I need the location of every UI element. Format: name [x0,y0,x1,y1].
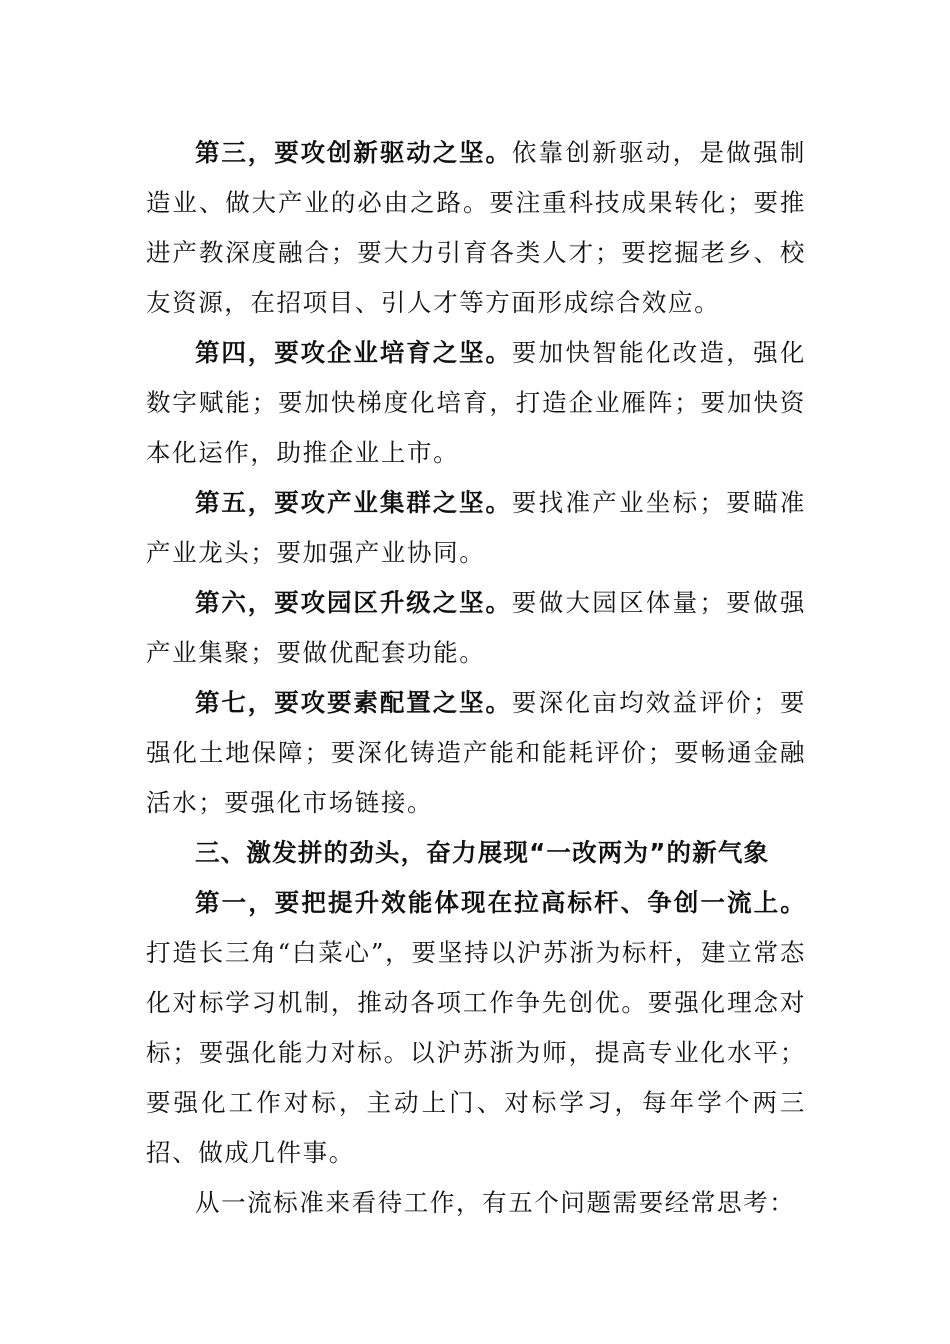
paragraph-text: 从一流标准来看待工作，有五个问题需要经常思考： [195,1188,796,1217]
section-heading-text: 三、激发拼的劲头，奋力展现“一改两为”的新气象 [195,838,770,867]
paragraph-text: 要做大园区体量；要做强产业集聚；要做优配套功能。 [146,588,806,667]
paragraph-innovation [146,128,806,328]
paragraph-text: 打造长三角“白菜心”，要坚持以沪苏浙为标杆，建立常态化对标学习机制，推动各项工作争先创优。要强化理念对标；要强化能力对标。以沪苏浙为师，提高专业化水平；要强化工作对标，主动上门、对标学习，每年学个两三招、做成几件事。 [146,938,806,1167]
document-body [146,128,806,1228]
paragraph-park-upgrade [146,578,806,678]
paragraph-factor-allocation [146,678,806,828]
paragraph-lead: 第七，要攻要素配置之坚。 [195,688,512,717]
paragraph-text: 要加快智能化改造，强化数字赋能；要加快梯度化培育，打造企业雁阵；要加快资本化运作，助推企业上市。 [146,338,806,467]
paragraph-lead: 第一，要把提升效能体现在拉高标杆、争创一流上。 [195,888,806,917]
paragraph-text: 要深化亩均效益评价；要强化土地保障；要深化铸造产能和能耗评价；要畅通金融活水；要强化市场链接。 [146,688,806,817]
section-heading [146,828,806,878]
paragraph-text: 依靠创新驱动，是做强制造业、做大产业的必由之路。要注重科技成果转化；要推进产教深度融合；要大力引育各类人才；要挖掘老乡、校友资源，在招项目、引人才等方面形成综合效应。 [146,138,806,317]
paragraph-five-questions [146,1178,806,1228]
paragraph-lead: 第六，要攻园区升级之坚。 [195,588,512,617]
paragraph-lead: 第四，要攻企业培育之坚。 [195,338,512,367]
paragraph-text: 要找准产业坐标；要瞄准产业龙头；要加强产业协同。 [146,488,806,567]
paragraph-lead: 第三，要攻创新驱动之坚。 [195,138,512,167]
paragraph-lead: 第五，要攻产业集群之坚。 [195,488,512,517]
paragraph-benchmark [146,878,806,1178]
paragraph-industry-cluster [146,478,806,578]
paragraph-enterprise [146,328,806,478]
